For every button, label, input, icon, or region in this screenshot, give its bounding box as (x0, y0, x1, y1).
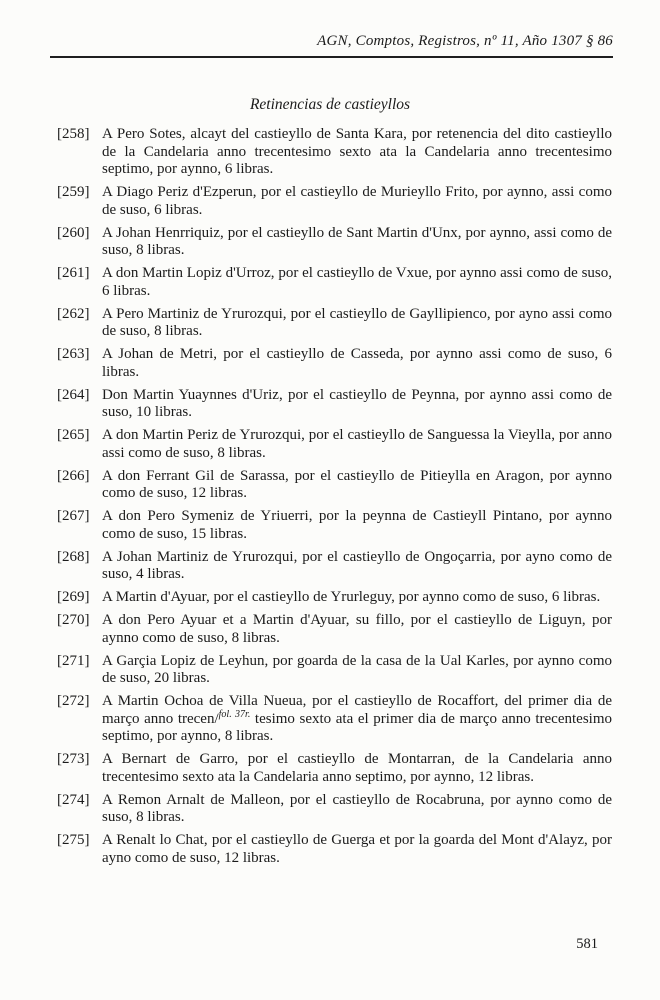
entry-number: [259] (57, 184, 90, 200)
entry-text: A don Ferrant Gil de Sarassa, por el castieyllo de Pitieylla en Aragon, por aynno como de suso, 12 libras. (102, 467, 612, 501)
list-item (57, 508, 612, 543)
list-item (57, 468, 612, 503)
entry-number: [262] (57, 305, 90, 322)
entry-number: [266] (57, 467, 90, 484)
list-item (57, 653, 612, 688)
list-item (57, 126, 612, 179)
entries-list (57, 126, 612, 873)
entry-text: A don Pero Symeniz de Yriuerri, por la peynna de Castieyll Pintano, por aynno como de suso, 15 libras. (102, 508, 612, 542)
list-item (57, 792, 612, 827)
entry-text: A Martin d'Ayuar, por el castieyllo de Yrurleguy, por aynno como de suso, 6 libras. (102, 589, 601, 605)
list-item (57, 346, 612, 381)
entry-number: [275] (57, 832, 90, 848)
entry-text: A don Martin Periz de Yrurozqui, por el castieyllo de Sanguessa la Vieylla, por anno assi como de suso, 8 libras. (102, 427, 612, 461)
header-rule (50, 56, 613, 58)
entry-number: [261] (57, 265, 90, 281)
section-title: Retinencias de castieyllos (249, 96, 411, 113)
list-item (57, 589, 612, 607)
list-item (57, 612, 612, 647)
running-header: AGN, Comptos, Registros, nº 11, Año 1307 § 86 (317, 33, 613, 49)
entry-text: A Johan de Metri, por el castieyllo de Casseda, por aynno assi como de suso, 6 libras. (102, 346, 612, 380)
entry-number: [263] (57, 346, 90, 362)
entry-number: [271] (57, 652, 90, 669)
entry-number: [270] (57, 612, 90, 628)
entry-number: [269] (57, 589, 90, 605)
list-item (57, 549, 612, 584)
entry-number: [260] (57, 224, 90, 241)
entry-number: [267] (57, 508, 90, 524)
entry-text: A Garçia Lopiz de Leyhun, por goarda de la casa de la Ual Karles, por aynno como de suso, 20 libras. (102, 652, 612, 686)
entry-text: A Pero Sotes, alcayt del castieyllo de Santa Kara, por retenencia del dito castieyllo de la Candelaria anno trecentesimo sexto ata la Candelaria anno trecentesimo septimo, por aynno, 6 libras. (102, 126, 612, 177)
list-item (57, 387, 612, 422)
entry-number: [258] (57, 126, 90, 142)
entry-text: Don Martin Yuaynnes d'Uriz, por el castieyllo de Peynna, por aynno assi como de suso, 10 libras. (102, 386, 612, 420)
folio-marker: fol. 37r. (218, 708, 251, 720)
entry-text: A Diago Periz d'Ezperun, por el castieyllo de Murieyllo Frito, por aynno, assi como de suso, 6 libras. (102, 184, 612, 218)
entry-text: A Pero Martiniz de Yrurozqui, por el castieyllo de Gayllipienco, por ayno assi como de suso, 8 libras. (102, 305, 612, 339)
entry-number: [272] (57, 693, 90, 709)
list-item (57, 225, 612, 260)
list-item (57, 184, 612, 219)
entry-number: [265] (57, 427, 90, 443)
entry-text: A Remon Arnalt de Malleon, por el castieyllo de Rocabruna, por aynno como de suso, 8 libras. (102, 791, 612, 825)
page-number: 581 (576, 936, 598, 952)
list-item (57, 693, 612, 746)
entry-text: A don Pero Ayuar et a Martin d'Ayuar, su fillo, por el castieyllo de Liguyn, por aynno como de suso, 8 libras. (102, 612, 612, 646)
entry-number: [268] (57, 548, 90, 565)
entry-text: A Bernart de Garro, por el castieyllo de Montarran, de la Candelaria anno trecentesimo sexto ata la Candelaria anno septimo, por aynno, 12 libras. (102, 751, 612, 785)
entry-text: A Johan Martiniz de Yrurozqui, por el castieyllo de Ongoçarria, por ayno como de suso, 4 libras. (102, 548, 612, 582)
list-item (57, 306, 612, 341)
entry-text: A Johan Henrriquiz, por el castieyllo de Sant Martin d'Unx, por aynno, assi como de suso, 8 libras. (102, 224, 612, 258)
entry-text: A Martin Ochoa de Villa Nueua, por el castieyllo de Rocaffort, del primer dia de março anno trecen/$^{fol. 37r.}$ tesimo sexto ata el primer dia de março anno trecentesimo septimo, por aynno, 8 libras. (102, 693, 612, 744)
entry-number: [274] (57, 791, 90, 808)
entry-text: A don Martin Lopiz d'Urroz, por el castieyllo de Vxue, por aynno assi como de suso, 6 libras. (102, 265, 612, 299)
list-item (57, 751, 612, 786)
entry-number: [273] (57, 751, 90, 767)
list-item (57, 427, 612, 462)
list-item (57, 832, 612, 867)
entry-text: A Renalt lo Chat, por el castieyllo de Guerga et por la goarda del Mont d'Alayz, por ayno como de suso, 12 libras. (102, 832, 612, 866)
entry-number: [264] (57, 386, 90, 403)
list-item (57, 265, 612, 300)
